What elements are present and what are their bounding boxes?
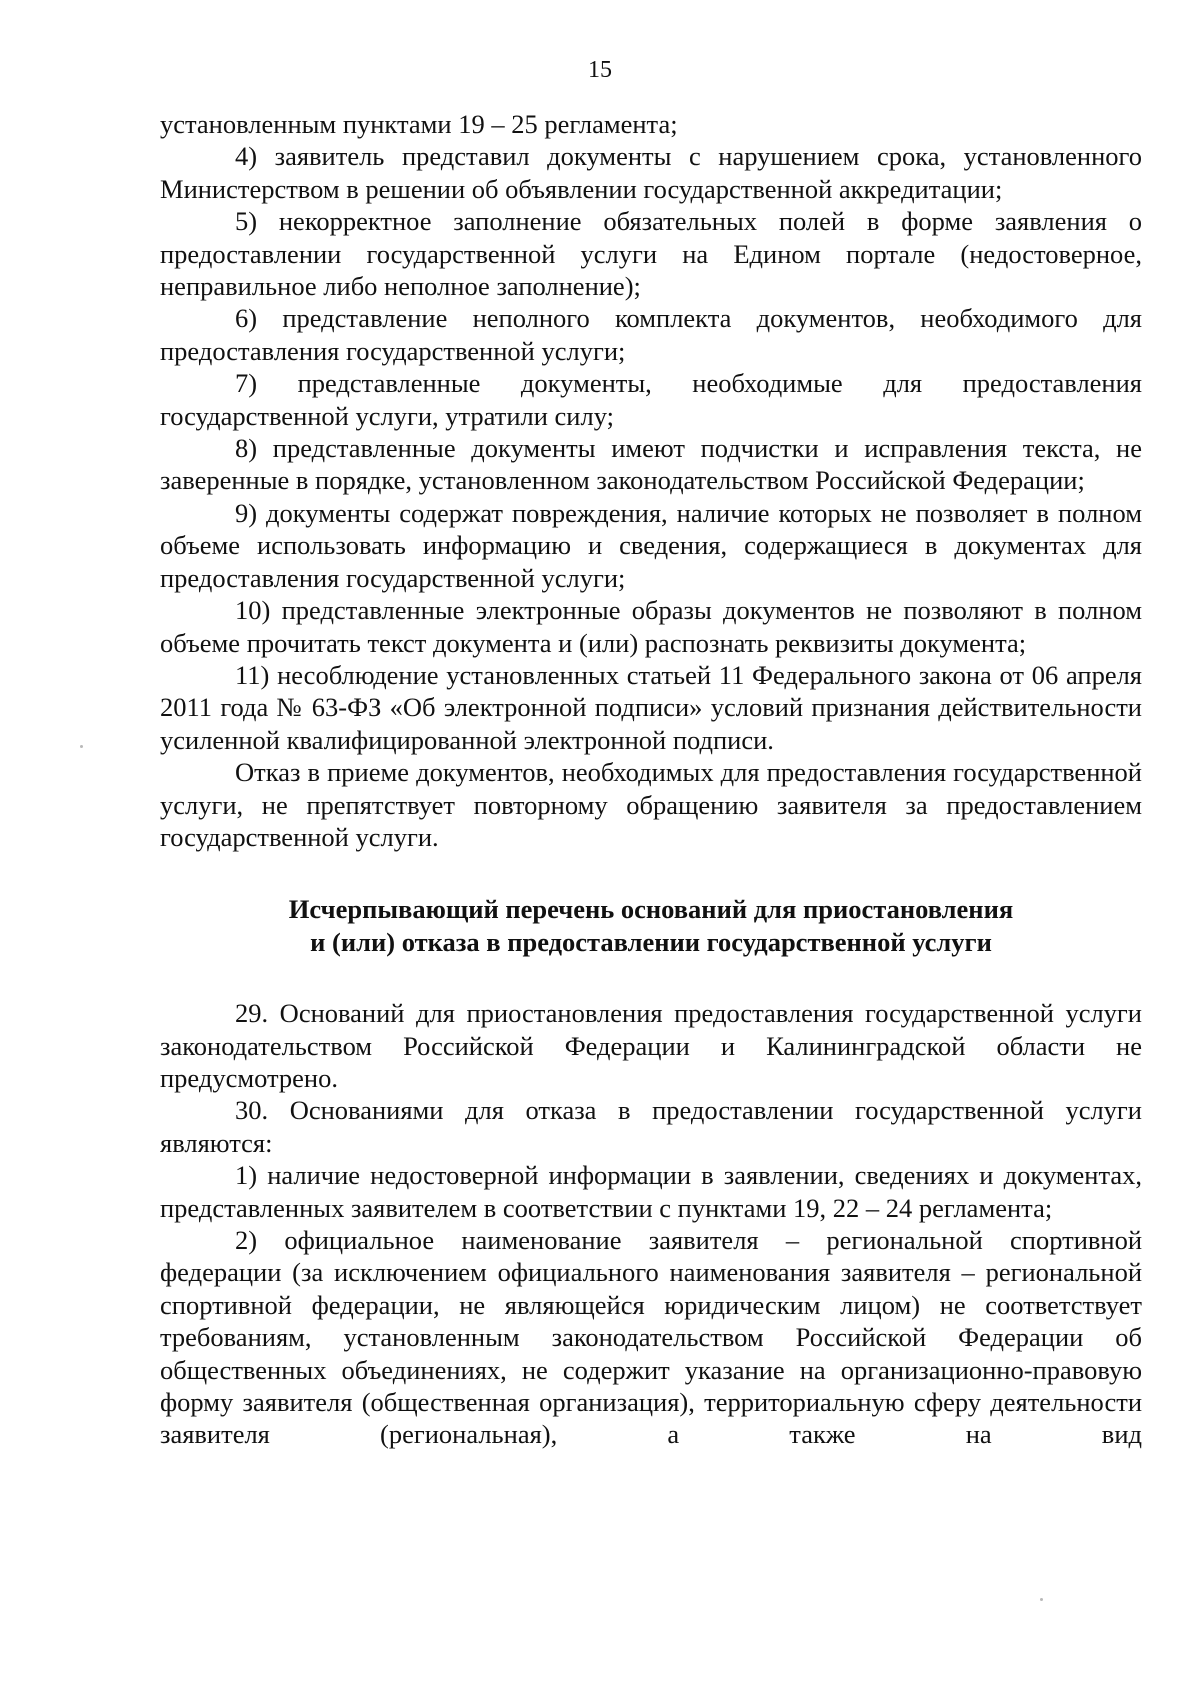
section-heading — [160, 893, 1142, 958]
paragraph: Отказ в приеме документов, необходимых для предоставления государственной услуги, не препятствует повторному обращению заявителя за предоставлением государственной услуги. — [160, 757, 1142, 852]
paragraph: 9) документы содержат повреждения, наличие которых не позволяет в полном объеме использовать информацию и сведения, содержащиеся в документах для предоставления государственной услуги; — [160, 497, 1142, 593]
paragraph: 5) некорректное заполнение обязательных полей в форме заявления о предоставлении государственной услуги на Едином портале (недостоверное, неправильное либо неполное заполнение); — [160, 206, 1142, 302]
paragraph-list-bottom — [160, 997, 1142, 1451]
paragraph: 1) наличие недостоверной информации в заявлении, сведениях и документах, представленных заявителем в соответствии с пунктами 19, 22 – 24 регламента; — [160, 1160, 1142, 1223]
paragraph: 4) заявитель представил документы с нарушением срока, установленного Министерством в решении об объявлении государственной аккредитации; — [160, 141, 1142, 204]
page-number: 15 — [588, 57, 612, 83]
paragraph: установленным пунктами 19 – 25 регламента; — [160, 109, 678, 139]
paragraph: 30. Основаниями для отказа в предоставлении государственной услуги являются: — [160, 1095, 1142, 1158]
paragraph: 6) представление неполного комплекта документов, необходимого для предоставления государственной услуги; — [160, 303, 1142, 366]
paragraph: 11) несоблюдение установленных статьей 11 Федерального закона от 06 апреля 2011 года № 63-ФЗ «Об электронной подписи» условий признания действительности усиленной квалифицированной электронной подписи. — [160, 659, 1142, 755]
document-body — [160, 108, 1142, 1451]
paragraph-list-top — [160, 108, 1142, 853]
scan-speck — [80, 745, 83, 748]
paragraph: 8) представленные документы имеют подчистки и исправления текста, не заверенные в порядке, установленном законодательством Российской Федерации; — [160, 433, 1142, 496]
section-heading-line-2: и (или) отказа в предоставлении государственной услуги — [310, 926, 992, 957]
section-heading-line-1: Исчерпывающий перечень оснований для приостановления — [288, 894, 1014, 925]
paragraph: 29. Оснований для приостановления предоставления государственной услуги законодательством Российской Федерации и Калининградской области не предусмотрено. — [160, 998, 1142, 1093]
paragraph: 10) представленные электронные образы документов не позволяют в полном объеме прочитать текст документа и (или) распознать реквизиты документа; — [160, 595, 1142, 658]
scan-speck — [1040, 1598, 1043, 1601]
paragraph: 7) представленные документы, необходимые для предоставления государственной услуги, утратили силу; — [160, 368, 1142, 431]
paragraph: 2) официальное наименование заявителя – региональной спортивной федерации (за исключением официального наименования заявителя – региональной спортивной федерации, не являющейся юридическим лицом) не соответствует требованиям, установленным законодательством Российской Федерации об общественных объединениях, не содержит указание на организационно-правовую форму заявителя (общественная организация), территориальную сферу деятельности заявителя (региональная), а также на вид — [160, 1225, 1142, 1450]
